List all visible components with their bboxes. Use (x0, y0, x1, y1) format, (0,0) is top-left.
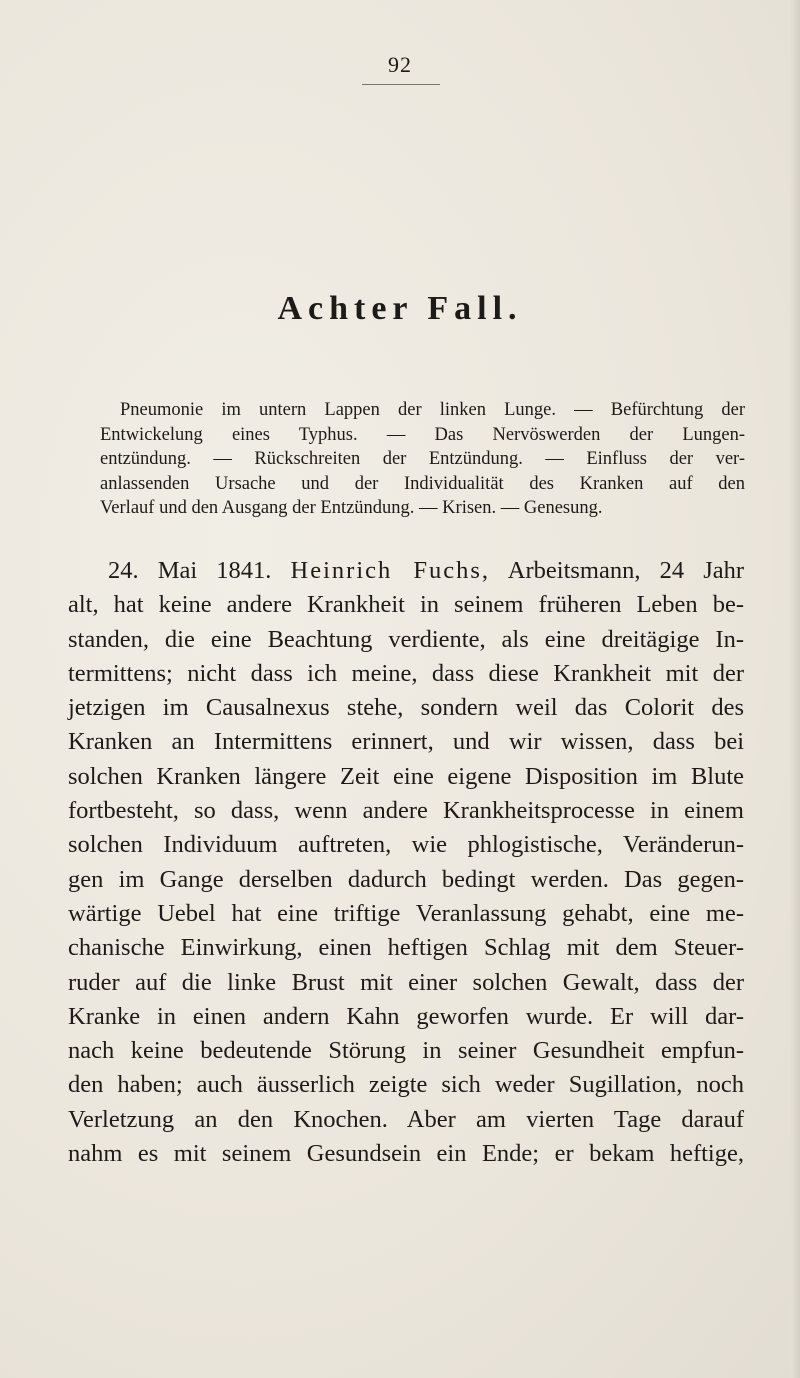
body-line: fortbesteht, so dass, wenn andere Krankheitsprocesse in einem (68, 797, 744, 825)
case-summary (100, 398, 745, 521)
body-line: jetzigen im Causalnexus stehe, sondern weil das Colorit des (68, 694, 744, 722)
body-line: alt, hat keine andere Krankheit in seinem früheren Leben be- (68, 591, 744, 619)
body-line: chanische Einwirkung, einen heftigen Schlag mit dem Steuer- (68, 934, 744, 962)
patient-description: Arbeitsmann, 24 Jahr (507, 557, 745, 584)
body-line: den haben; auch äusserlich zeigte sich weder Sugillation, noch (68, 1071, 744, 1099)
page-edge-shadow (790, 0, 800, 1378)
body-line: Kranken an Intermittens erinnert, und wir wissen, dass bei (68, 728, 744, 756)
summary-line: Entwickelung eines Typhus. — Das Nervöswerden der Lungen- (100, 424, 745, 445)
case-body-text (68, 554, 744, 1171)
body-line-first (68, 554, 744, 588)
body-line: gen im Gange derselben dadurch bedingt werden. Das gegen- (68, 865, 744, 893)
body-line: solchen Kranken längere Zeit eine eigene Disposition im Blute (68, 762, 744, 790)
body-line: solchen Individuum auftreten, wie phlogistische, Veränderun- (68, 831, 744, 859)
summary-line: Pneumonie im untern Lappen der linken Lunge. — Befürchtung der (120, 400, 745, 420)
summary-line: entzündung. — Rückschreiten der Entzündung. — Einfluss der ver- (100, 449, 745, 469)
body-line: standen, die eine Beachtung verdiente, als eine dreitägige In- (68, 625, 744, 653)
case-date: 24. Mai 1841. (108, 557, 272, 584)
body-line: Verletzung an den Knochen. Aber am vierten Tage darauf (68, 1105, 744, 1133)
summary-line: anlassenden Ursache und der Individualität des Kranken auf den (100, 473, 745, 494)
page-number-rule (362, 84, 440, 85)
summary-line: Verlauf und den Ausgang der Entzündung. — Krisen. — Genesung. (100, 498, 603, 518)
body-line: wärtige Uebel hat eine triftige Veranlassung gehabt, eine me- (68, 899, 744, 927)
body-line: Kranke in einen andern Kahn geworfen wurde. Er will dar- (68, 1002, 744, 1030)
body-line: nahm es mit seinem Gesundsein ein Ende; er bekam heftige, (68, 1140, 744, 1168)
chapter-heading: Achter Fall. (277, 290, 523, 327)
body-line: nach keine bedeutende Störung in seiner Gesundheit empfun- (68, 1037, 744, 1065)
body-line: termittens; nicht dass ich meine, dass diese Krankheit mit der (68, 659, 744, 687)
patient-name: Heinrich Fuchs, (290, 557, 491, 584)
body-line: ruder auf die linke Brust mit einer solchen Gewalt, dass der (68, 968, 744, 996)
page-number: 92 (388, 52, 412, 77)
